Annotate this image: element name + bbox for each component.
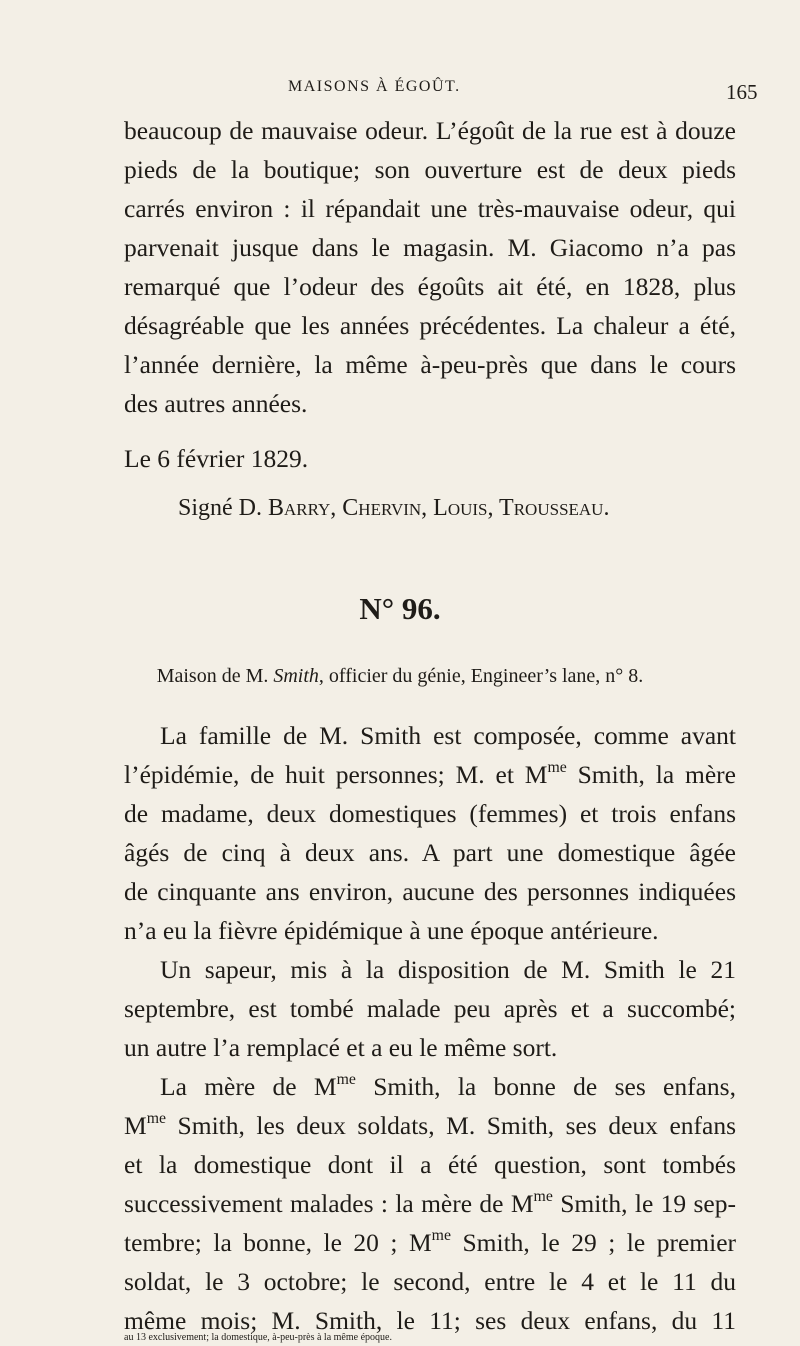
paragraph-line: La mère de $M^{me}$ Smith, la bonne de ses enfans, [160, 1071, 736, 1101]
paragraph-line: l’année dernière, la même à-peu-près que dans le cours [124, 350, 736, 379]
paragraph-line: des autres années. [124, 389, 308, 418]
signature-names: Barry, Chervin, Louis, Trousseau. [268, 495, 610, 521]
paragraph-line: un autre l’a remplacé et a eu le même sort. [124, 1033, 558, 1062]
paragraph-line: âgés de cinq à deux ans. A part une domestique âgée [124, 838, 736, 867]
paragraph-line: pieds de la boutique; son ouverture est de deux pieds [124, 155, 736, 184]
paragraph-line: successivement malades : la mère de $M^{me}$ Smith, le 19 sep- [124, 1188, 736, 1218]
paragraph-line: parvenait jusque dans le magasin. M. Giacomo n’a pas [124, 233, 736, 262]
page-number: 165 [726, 80, 758, 104]
paragraph-line: La famille de M. Smith est composée, comme avant [160, 721, 736, 750]
paragraph-line: beaucoup de mauvaise odeur. L’égoût de la rue est à douze [124, 116, 736, 145]
section-number: N° 96. [359, 591, 441, 626]
paragraph-line: $M^{me}$ Smith, les deux soldats, M. Smith, ses deux enfans [124, 1110, 736, 1140]
paragraph-line: l’épidémie, de huit personnes; M. et $M^{me}$ Smith, la mère [124, 759, 736, 789]
paragraph-line: époque. [360, 1332, 392, 1343]
paragraph-line: septembre, est tombé malade peu après et a succombé; [124, 994, 736, 1023]
paragraph-line: et la domestique dont il a été question, sont tombés [124, 1150, 736, 1179]
section-subtitle: Maison de M. Smith, officier du génie, Engineer’s lane, n° 8. [156, 665, 644, 687]
paragraph-line: Un sapeur, mis à la disposition de M. Smith le 21 [160, 955, 736, 984]
signature-line [178, 495, 609, 522]
paragraph-line: désagréable que les années précédentes. La chaleur a été, [124, 311, 736, 340]
paragraph-line: de madame, deux domestiques (femmes) et trois enfans [124, 799, 736, 828]
page-header [0, 78, 800, 108]
date-line: Le 6 février 1829. [124, 444, 309, 473]
subtitle-name: Smith [273, 665, 319, 687]
paragraph-line: soldat, le 3 octobre; le second, entre le 4 et le 11 du [124, 1267, 736, 1296]
running-title: MAISONS À ÉGOÛT. [288, 78, 461, 95]
paragraph-line: remarqué que l’odeur des égoûts ait été, en 1828, plus [124, 272, 736, 301]
paragraph-line: tembre; la bonne, le 20 ; $M^{me}$ Smith, le 29 ; le premier [124, 1227, 736, 1257]
signature-prefix: Signé D. [178, 495, 268, 521]
paragraph-tail [124, 1332, 736, 1343]
paragraph-line: carrés environ : il répandait une très-mauvaise odeur, qui [124, 194, 736, 223]
paragraph-line: au 13 exclusivement; la domestique, à-peu-près à la même [124, 1332, 361, 1343]
paragraph-line: de cinquante ans environ, aucune des personnes indiquées [124, 877, 736, 906]
paragraph-line: même mois; M. Smith, le 11; ses deux enfans, du 11 [124, 1306, 736, 1335]
paragraph-line: n’a eu la fièvre épidémique à une époque antérieure. [124, 916, 659, 945]
